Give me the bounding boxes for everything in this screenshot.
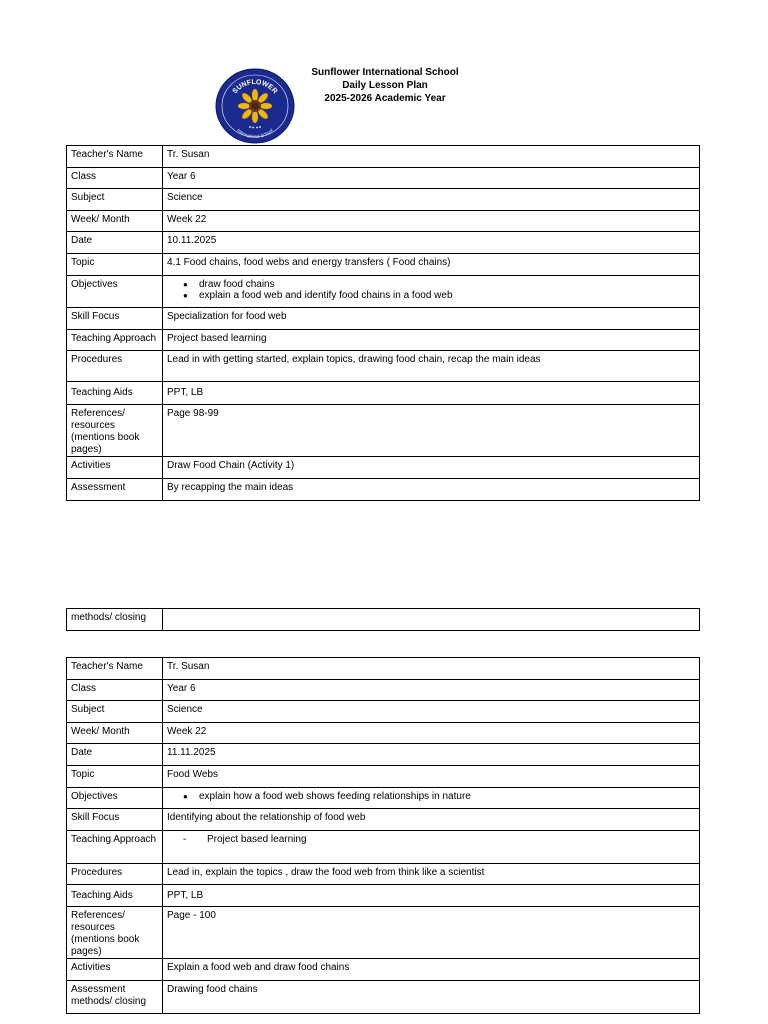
row-label: Teacher's Name — [67, 658, 163, 680]
teacher-name: Tr. Susan — [163, 146, 700, 168]
table-row — [67, 788, 700, 809]
row-label: Activities — [67, 457, 163, 479]
table-row — [67, 831, 700, 864]
school-logo — [215, 68, 295, 144]
class-value: Year 6 — [163, 168, 700, 189]
table-row — [67, 744, 700, 766]
row-label: Teaching Approach — [67, 330, 163, 351]
school-name: Sunflower International School — [311, 67, 459, 78]
list-item: ● explain a food web and identify food chains in a food web — [167, 290, 695, 301]
week-value: Week 22 — [163, 723, 700, 744]
activities-value: Draw Food Chain (Activity 1) — [163, 457, 700, 479]
row-label: Procedures — [67, 864, 163, 885]
table-row — [67, 382, 700, 405]
row-label: Objectives — [67, 788, 163, 809]
row-label: Class — [67, 168, 163, 189]
table-row — [67, 766, 700, 788]
table-row — [67, 351, 700, 382]
row-label: Procedures — [67, 351, 163, 382]
table-row — [67, 211, 700, 232]
document-title: Daily Lesson Plan — [342, 80, 428, 91]
methods-value — [163, 609, 700, 631]
objectives-list — [167, 279, 695, 301]
row-label: Assessment methods/ closing — [67, 981, 163, 1014]
skill-value: Specialization for food web — [163, 308, 700, 330]
objectives-cell — [163, 788, 700, 809]
row-label: Class — [67, 680, 163, 701]
table-row — [67, 981, 700, 1014]
row-label: References/ resources (mentions book pages) — [67, 405, 163, 457]
row-label: Topic — [67, 254, 163, 276]
row-label: Topic — [67, 766, 163, 788]
row-label: Teaching Approach — [67, 831, 163, 864]
table-row — [67, 189, 700, 211]
class-value: Year 6 — [163, 680, 700, 701]
row-label: Week/ Month — [67, 723, 163, 744]
assessment-value: By recapping the main ideas — [163, 479, 700, 501]
list-item: ● draw food chains — [167, 279, 695, 290]
row-label: Teacher's Name — [67, 146, 163, 168]
procedures-value: Lead in, explain the topics , draw the food web from think like a scientist — [163, 864, 700, 885]
row-label: Objectives — [67, 276, 163, 308]
week-value: Week 22 — [163, 211, 700, 232]
topic-value: 4.1 Food chains, food webs and energy transfers ( Food chains) — [163, 254, 700, 276]
logo-bottom-text: International School — [236, 127, 274, 140]
aids-value: PPT, LB — [163, 382, 700, 405]
assessment-value: Drawing food chains — [163, 981, 700, 1014]
table-row — [67, 308, 700, 330]
date-value: 11.11.2025 — [163, 744, 700, 766]
row-label: Subject — [67, 701, 163, 723]
table-row — [67, 885, 700, 907]
sunflower-icon — [238, 89, 272, 123]
row-label: Teaching Aids — [67, 885, 163, 907]
logo-top-text: SUNFLOWER — [231, 78, 279, 96]
references-value: Page 98-99 — [163, 405, 700, 457]
table-row — [67, 609, 700, 631]
table-row — [67, 254, 700, 276]
table-row — [67, 330, 700, 351]
procedures-value: Lead in with getting started, explain topics, drawing food chain, recap the main ideas — [163, 351, 700, 382]
row-label: Skill Focus — [67, 308, 163, 330]
table-row — [67, 658, 700, 680]
table-row — [67, 680, 700, 701]
table-row — [67, 405, 700, 457]
teacher-name: Tr. Susan — [163, 658, 700, 680]
topic-value: Food Webs — [163, 766, 700, 788]
objectives-list — [167, 791, 695, 802]
row-label: Teaching Aids — [67, 382, 163, 405]
table-row — [67, 168, 700, 189]
references-value: Page - 100 — [163, 907, 700, 959]
table-row — [67, 723, 700, 744]
lesson-plan-table-2 — [66, 657, 700, 1014]
date-value: 10.11.2025 — [163, 232, 700, 254]
table-row — [67, 959, 700, 981]
table-row — [67, 146, 700, 168]
approach-value: Project based learning — [163, 330, 700, 351]
approach-cell — [163, 831, 700, 864]
activities-value: Explain a food web and draw food chains — [163, 959, 700, 981]
objectives-cell — [163, 276, 700, 308]
row-label: Week/ Month — [67, 211, 163, 232]
row-label: Date — [67, 232, 163, 254]
aids-value: PPT, LB — [163, 885, 700, 907]
subject-value: Science — [163, 701, 700, 723]
table-row — [67, 276, 700, 308]
row-label: Skill Focus — [67, 809, 163, 831]
skill-value: Identifying about the relationship of food web — [163, 809, 700, 831]
row-label: Date — [67, 744, 163, 766]
dash-bullet: - — [183, 834, 187, 845]
table-row — [67, 809, 700, 831]
table-row — [67, 479, 700, 501]
table-row — [67, 701, 700, 723]
row-label: Activities — [67, 959, 163, 981]
row-label: Subject — [67, 189, 163, 211]
row-label: References/ resources (mentions book pages) — [67, 907, 163, 959]
subject-value: Science — [163, 189, 700, 211]
table-row — [67, 457, 700, 479]
row-label: Assessment — [67, 479, 163, 501]
row-label: methods/ closing — [67, 609, 163, 631]
lesson-plan-table-1 — [66, 145, 700, 501]
continuation-table — [66, 608, 700, 631]
list-item: ● explain how a food web shows feeding relationships in nature — [167, 791, 695, 802]
document-header — [290, 66, 480, 105]
table-row — [67, 907, 700, 959]
table-row — [67, 864, 700, 885]
table-row — [67, 232, 700, 254]
academic-year: 2025-2026 Academic Year — [324, 93, 446, 104]
approach-value: Project based learning — [207, 834, 307, 845]
